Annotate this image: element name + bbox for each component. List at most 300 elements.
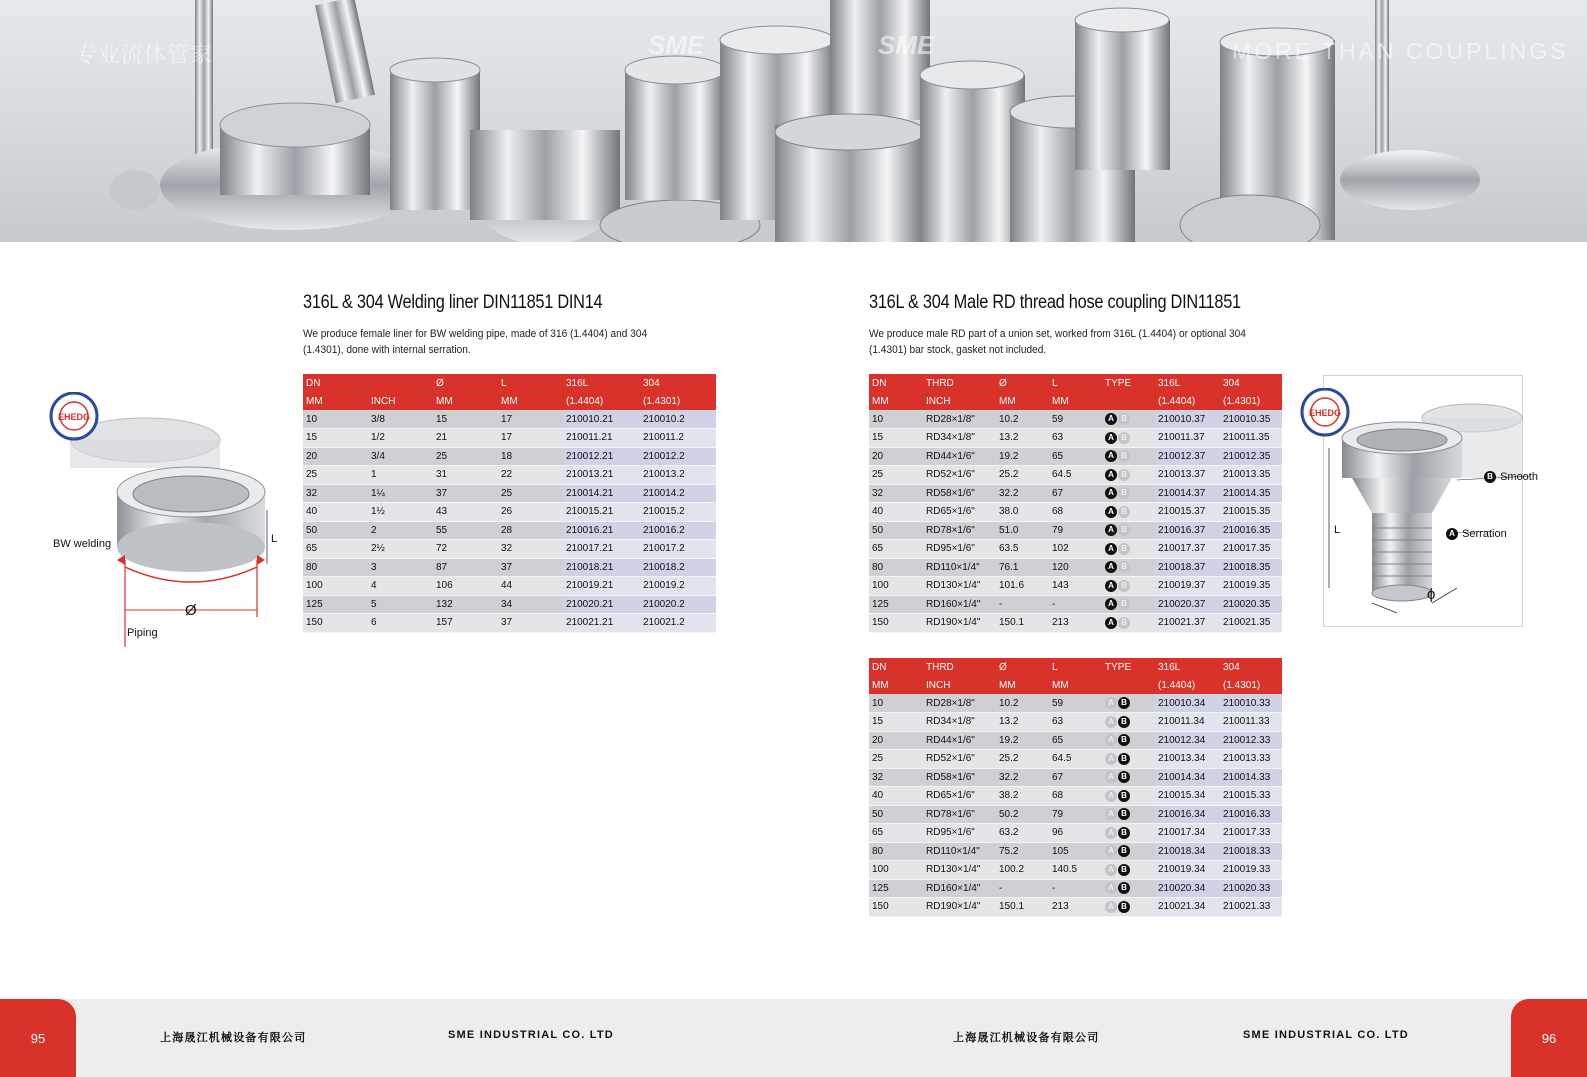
type-badge-inactive-icon: A xyxy=(1105,734,1117,746)
piping-label: Piping xyxy=(127,627,158,639)
table-row xyxy=(869,731,1282,750)
type-badge-active-icon: A xyxy=(1105,580,1117,592)
type-badge-active-icon: B xyxy=(1118,734,1130,746)
serration-text: Serration xyxy=(1462,528,1507,540)
type-cell xyxy=(1102,595,1155,614)
smooth-label xyxy=(1484,471,1538,483)
table-cell: 102 xyxy=(1049,540,1102,559)
type-cell xyxy=(1102,713,1155,732)
type-badge-active-icon: B xyxy=(1118,845,1130,857)
table-cell: 210011.33 xyxy=(1220,713,1282,732)
table-cell: 44 xyxy=(498,577,563,596)
type-cell xyxy=(1102,447,1155,466)
table-cell: 210011.35 xyxy=(1220,429,1282,448)
type-badge-active-icon: A xyxy=(1105,561,1117,573)
col-header: DN xyxy=(869,374,923,392)
table-cell: 80 xyxy=(869,558,923,577)
table-row xyxy=(303,447,716,466)
type-cell xyxy=(1102,805,1155,824)
table-cell: 17 xyxy=(498,410,563,429)
type-badge-inactive-icon: A xyxy=(1105,716,1117,728)
col-header: L xyxy=(1049,658,1102,676)
type-cell xyxy=(1102,503,1155,522)
type-badge-inactive-icon: B xyxy=(1118,543,1130,555)
type-badge-active-icon: B xyxy=(1118,697,1130,709)
table-row xyxy=(869,521,1282,540)
table-cell: RD58×1/6" xyxy=(923,484,996,503)
table-cell: 210014.2 xyxy=(640,484,716,503)
table-cell: 67 xyxy=(1049,484,1102,503)
table-cell: 3 xyxy=(368,558,433,577)
table-cell: 210013.33 xyxy=(1220,750,1282,769)
table-cell: 17 xyxy=(498,429,563,448)
table-cell: 79 xyxy=(1049,805,1102,824)
table-cell: 210019.21 xyxy=(563,577,640,596)
col-header-unit: MM xyxy=(1049,392,1102,410)
table-cell: 210011.37 xyxy=(1155,429,1220,448)
col-header-unit: (1.4301) xyxy=(1220,392,1282,410)
table-cell: 210013.21 xyxy=(563,466,640,485)
hose-coupling-table-smooth xyxy=(869,658,1282,917)
table-cell: RD28×1/8" xyxy=(923,410,996,429)
table-cell: 101.6 xyxy=(996,577,1049,596)
table-cell: 15 xyxy=(869,713,923,732)
table-row xyxy=(303,466,716,485)
table-cell: 13.2 xyxy=(996,429,1049,448)
table-header-row xyxy=(869,392,1282,410)
ehedg-cert-badge xyxy=(51,393,97,439)
length-label: L xyxy=(271,533,278,545)
table-cell: 65 xyxy=(1049,731,1102,750)
welding-liner-diagram xyxy=(45,392,285,654)
table-cell: RD34×1/8" xyxy=(923,429,996,448)
type-badge-inactive-icon: A xyxy=(1105,845,1117,857)
table-cell: 210014.34 xyxy=(1155,768,1220,787)
type-cell xyxy=(1102,577,1155,596)
page-number-right: 96 xyxy=(1511,999,1587,1077)
type-badge-active-icon: B xyxy=(1118,771,1130,783)
table-cell: 125 xyxy=(869,879,923,898)
section-title: 316L & 304 Male RD thread hose coupling DIN11851 xyxy=(869,292,1241,313)
col-header: DN xyxy=(869,658,923,676)
type-badge-active-icon: B xyxy=(1118,753,1130,765)
table-cell: 210010.33 xyxy=(1220,694,1282,713)
table-cell: 210016.21 xyxy=(563,521,640,540)
table-cell: 210020.35 xyxy=(1220,595,1282,614)
type-cell xyxy=(1102,750,1155,769)
table-cell: - xyxy=(1049,879,1102,898)
type-cell xyxy=(1102,861,1155,880)
section-description: We produce male RD part of a union set, worked from 316L (1.4404) or optional 304 (1.4301) bar stock, gasket not included. xyxy=(869,328,1246,356)
table-cell: 210017.37 xyxy=(1155,540,1220,559)
type-cell xyxy=(1102,768,1155,787)
table-cell: 210015.34 xyxy=(1155,787,1220,806)
table-row xyxy=(303,521,716,540)
type-cell xyxy=(1102,879,1155,898)
type-badge-active-icon: B xyxy=(1118,827,1130,839)
table-cell: 210011.21 xyxy=(563,429,640,448)
table-cell: RD110×1/4" xyxy=(923,558,996,577)
table-cell: 31 xyxy=(433,466,498,485)
type-cell xyxy=(1102,842,1155,861)
col-header: Ø xyxy=(996,658,1049,676)
table-cell: RD95×1/6" xyxy=(923,824,996,843)
table-cell: 43 xyxy=(433,503,498,522)
table-row xyxy=(869,614,1282,633)
col-header-unit: (1.4404) xyxy=(1155,676,1220,694)
table-cell: 32 xyxy=(498,540,563,559)
type-badge-inactive-icon: A xyxy=(1105,753,1117,765)
table-cell: 125 xyxy=(303,595,368,614)
table-cell: 210019.35 xyxy=(1220,577,1282,596)
table-cell: RD190×1/4" xyxy=(923,614,996,633)
smooth-text: Smooth xyxy=(1500,471,1538,483)
col-header-unit: MM xyxy=(303,392,368,410)
table-cell: 210018.35 xyxy=(1220,558,1282,577)
company-name-en: SME INDUSTRIAL CO. LTD xyxy=(1243,1029,1409,1041)
table-row xyxy=(303,503,716,522)
table-row xyxy=(869,595,1282,614)
table-cell: 125 xyxy=(869,595,923,614)
company-name-cn: 上海晟江机械设备有限公司 xyxy=(160,1032,307,1044)
table-cell: 150.1 xyxy=(996,614,1049,633)
table-cell: 10.2 xyxy=(996,694,1049,713)
col-header-unit: MM xyxy=(869,676,923,694)
type-badge-inactive-icon: B xyxy=(1118,506,1130,518)
table-cell: 210014.35 xyxy=(1220,484,1282,503)
table-cell: 50.2 xyxy=(996,805,1049,824)
table-cell: 63 xyxy=(1049,429,1102,448)
table-cell: 210021.21 xyxy=(563,614,640,633)
table-cell: 37 xyxy=(498,558,563,577)
table-cell: 210015.33 xyxy=(1220,787,1282,806)
table-row xyxy=(869,805,1282,824)
col-header-unit: INCH xyxy=(923,392,996,410)
table-cell: 210017.33 xyxy=(1220,824,1282,843)
table-row xyxy=(869,503,1282,522)
table-cell: 76.1 xyxy=(996,558,1049,577)
table-cell: 2 xyxy=(368,521,433,540)
table-cell: 210014.33 xyxy=(1220,768,1282,787)
type-badge-active-icon: A xyxy=(1105,432,1117,444)
type-badge-inactive-icon: A xyxy=(1105,771,1117,783)
table-cell: 210015.2 xyxy=(640,503,716,522)
table-cell: 2½ xyxy=(368,540,433,559)
type-badge-inactive-icon: B xyxy=(1118,598,1130,610)
table-cell: 3/8 xyxy=(368,410,433,429)
table-row xyxy=(869,466,1282,485)
table-cell: 210010.21 xyxy=(563,410,640,429)
col-header: 316L xyxy=(563,374,640,392)
table-row xyxy=(869,713,1282,732)
col-header-unit: MM xyxy=(498,392,563,410)
type-cell xyxy=(1102,540,1155,559)
table-cell: 157 xyxy=(433,614,498,633)
table-cell: 210019.37 xyxy=(1155,577,1220,596)
table-cell: 210021.34 xyxy=(1155,898,1220,917)
table-cell: 3/4 xyxy=(368,447,433,466)
type-cell xyxy=(1102,558,1155,577)
col-header: 316L xyxy=(1155,658,1220,676)
table-row xyxy=(303,484,716,503)
fittings-illustration xyxy=(0,0,1587,242)
table-cell: 50 xyxy=(869,521,923,540)
type-cell xyxy=(1102,731,1155,750)
cert-label: EHEDG xyxy=(57,412,91,422)
type-badge-inactive-icon: A xyxy=(1105,808,1117,820)
table-row xyxy=(303,429,716,448)
table-cell: 210010.34 xyxy=(1155,694,1220,713)
table-cell: 210019.2 xyxy=(640,577,716,596)
table-header-row xyxy=(303,392,716,410)
table-cell: 59 xyxy=(1049,410,1102,429)
table-cell: RD95×1/6" xyxy=(923,540,996,559)
col-header-unit: (1.4404) xyxy=(1155,392,1220,410)
table-row xyxy=(869,540,1282,559)
welding-liner-table xyxy=(303,374,716,633)
table-cell: RD130×1/4" xyxy=(923,861,996,880)
table-cell: 72 xyxy=(433,540,498,559)
type-cell xyxy=(1102,410,1155,429)
type-badge-inactive-icon: B xyxy=(1118,413,1130,425)
table-row xyxy=(303,558,716,577)
table-cell: 15 xyxy=(869,429,923,448)
table-cell: 210012.2 xyxy=(640,447,716,466)
table-cell: 25 xyxy=(433,447,498,466)
length-label: L xyxy=(1334,524,1341,536)
table-cell: 143 xyxy=(1049,577,1102,596)
table-cell: 210021.33 xyxy=(1220,898,1282,917)
table-row xyxy=(869,879,1282,898)
table-cell: 210013.34 xyxy=(1155,750,1220,769)
badge-a-icon: A xyxy=(1446,528,1458,540)
table-cell: RD44×1/6" xyxy=(923,731,996,750)
table-row xyxy=(869,787,1282,806)
banner-slogan-en: MORE THAN COUPLINGS xyxy=(1232,38,1569,64)
table-cell: - xyxy=(996,595,1049,614)
type-badge-active-icon: A xyxy=(1105,506,1117,518)
diameter-label: ϕ xyxy=(1427,586,1436,603)
table-row xyxy=(869,410,1282,429)
table-cell: 210012.33 xyxy=(1220,731,1282,750)
table-cell: 4 xyxy=(368,577,433,596)
table-cell: 34 xyxy=(498,595,563,614)
table-cell: 50 xyxy=(303,521,368,540)
table-row xyxy=(869,898,1282,917)
hose-coupling-table-serration xyxy=(869,374,1282,633)
type-badge-inactive-icon: B xyxy=(1118,469,1130,481)
diameter-label: Ø xyxy=(185,602,197,619)
table-row xyxy=(303,614,716,633)
table-cell: 65 xyxy=(303,540,368,559)
table-cell: 100.2 xyxy=(996,861,1049,880)
table-row xyxy=(869,694,1282,713)
table-cell: 28 xyxy=(498,521,563,540)
table-cell: 20 xyxy=(303,447,368,466)
table-cell: RD65×1/6" xyxy=(923,503,996,522)
type-badge-active-icon: A xyxy=(1105,413,1117,425)
table-cell: 210017.2 xyxy=(640,540,716,559)
type-badge-active-icon: A xyxy=(1105,617,1117,629)
table-cell: RD52×1/6" xyxy=(923,750,996,769)
table-cell: 40 xyxy=(869,503,923,522)
table-cell: 210014.21 xyxy=(563,484,640,503)
table-cell: 210020.37 xyxy=(1155,595,1220,614)
banner-logo-2: SME xyxy=(878,30,935,60)
table-cell: 37 xyxy=(498,614,563,633)
col-header: DN xyxy=(303,374,368,392)
table-cell: 15 xyxy=(303,429,368,448)
type-badge-active-icon: B xyxy=(1118,901,1130,913)
table-cell: 210016.34 xyxy=(1155,805,1220,824)
table-cell: 210020.33 xyxy=(1220,879,1282,898)
type-cell xyxy=(1102,521,1155,540)
table-cell: 20 xyxy=(869,447,923,466)
table-cell: 210011.2 xyxy=(640,429,716,448)
table-cell: 210010.37 xyxy=(1155,410,1220,429)
company-name-cn: 上海晟江机械设备有限公司 xyxy=(953,1032,1100,1044)
table-cell: 106 xyxy=(433,577,498,596)
table-cell: 32 xyxy=(303,484,368,503)
table-cell: 210016.35 xyxy=(1220,521,1282,540)
table-cell: 150 xyxy=(869,614,923,633)
table-cell: 210018.37 xyxy=(1155,558,1220,577)
table-cell: 10.2 xyxy=(996,410,1049,429)
table-cell: 10 xyxy=(869,410,923,429)
col-header: 304 xyxy=(1220,658,1282,676)
table-cell: 64.5 xyxy=(1049,466,1102,485)
table-cell: 65 xyxy=(869,540,923,559)
table-cell: 210013.2 xyxy=(640,466,716,485)
col-header: 316L xyxy=(1155,374,1220,392)
table-cell: 210013.35 xyxy=(1220,466,1282,485)
welding-liner-section xyxy=(303,292,723,358)
table-cell: 38.2 xyxy=(996,787,1049,806)
table-cell: 59 xyxy=(1049,694,1102,713)
table-cell: 210019.34 xyxy=(1155,861,1220,880)
col-header: L xyxy=(1049,374,1102,392)
table-cell: 67 xyxy=(1049,768,1102,787)
table-cell: 210017.21 xyxy=(563,540,640,559)
table-cell: RD52×1/6" xyxy=(923,466,996,485)
table-cell: 210015.35 xyxy=(1220,503,1282,522)
col-header-unit: MM xyxy=(869,392,923,410)
table-cell: 68 xyxy=(1049,503,1102,522)
table-cell: 26 xyxy=(498,503,563,522)
table-cell: 38.0 xyxy=(996,503,1049,522)
table-cell: RD65×1/6" xyxy=(923,787,996,806)
table-cell: 210015.37 xyxy=(1155,503,1220,522)
table-cell: RD190×1/4" xyxy=(923,898,996,917)
table-cell: 210012.37 xyxy=(1155,447,1220,466)
table-row xyxy=(869,750,1282,769)
table-cell: 6 xyxy=(368,614,433,633)
col-header-unit: (1.4404) xyxy=(563,392,640,410)
table-cell: RD34×1/8" xyxy=(923,713,996,732)
col-header: L xyxy=(498,374,563,392)
table-cell: 37 xyxy=(433,484,498,503)
table-row xyxy=(869,447,1282,466)
table-cell: 210016.33 xyxy=(1220,805,1282,824)
table-cell: 25 xyxy=(498,484,563,503)
type-badge-active-icon: A xyxy=(1105,543,1117,555)
table-cell: 65 xyxy=(869,824,923,843)
table-header-row xyxy=(869,676,1282,694)
table-cell: 210018.34 xyxy=(1155,842,1220,861)
col-header-unit: MM xyxy=(996,392,1049,410)
table-row xyxy=(869,824,1282,843)
type-badge-active-icon: A xyxy=(1105,598,1117,610)
table-cell: 1½ xyxy=(368,503,433,522)
table-row xyxy=(869,558,1282,577)
table-cell: 140.5 xyxy=(1049,861,1102,880)
serration-label xyxy=(1446,528,1507,540)
table-row xyxy=(303,410,716,429)
col-header-unit: MM xyxy=(1049,676,1102,694)
type-badge-inactive-icon: A xyxy=(1105,790,1117,802)
table-cell: 19.2 xyxy=(996,447,1049,466)
table-cell: 51.0 xyxy=(996,521,1049,540)
type-badge-active-icon: B xyxy=(1118,864,1130,876)
table-cell: 50 xyxy=(869,805,923,824)
hose-coupling-diagram xyxy=(1297,388,1537,638)
table-cell: RD58×1/6" xyxy=(923,768,996,787)
table-cell: 150 xyxy=(869,898,923,917)
table-cell: 25.2 xyxy=(996,750,1049,769)
table-cell: 1/2 xyxy=(368,429,433,448)
col-header-unit: (1.4301) xyxy=(640,392,716,410)
table-cell: 19.2 xyxy=(996,731,1049,750)
banner-logo-1: SME xyxy=(648,30,705,60)
table-cell: RD160×1/4" xyxy=(923,879,996,898)
table-cell: 25.2 xyxy=(996,466,1049,485)
table-cell: 25 xyxy=(869,466,923,485)
type-cell xyxy=(1102,429,1155,448)
table-cell: 210010.2 xyxy=(640,410,716,429)
table-cell: 63.5 xyxy=(996,540,1049,559)
table-row xyxy=(869,484,1282,503)
type-badge-inactive-icon: B xyxy=(1118,450,1130,462)
table-cell: RD44×1/6" xyxy=(923,447,996,466)
type-badge-inactive-icon: B xyxy=(1118,487,1130,499)
type-cell xyxy=(1102,614,1155,633)
table-cell: 210011.34 xyxy=(1155,713,1220,732)
table-cell: RD28×1/8" xyxy=(923,694,996,713)
table-cell: 75.2 xyxy=(996,842,1049,861)
type-badge-inactive-icon: B xyxy=(1118,432,1130,444)
table-cell: 79 xyxy=(1049,521,1102,540)
type-cell xyxy=(1102,466,1155,485)
cert-label: EHEDG xyxy=(1308,408,1342,418)
table-row xyxy=(869,768,1282,787)
type-badge-active-icon: B xyxy=(1118,808,1130,820)
table-header-row xyxy=(869,374,1282,392)
table-cell: 210012.35 xyxy=(1220,447,1282,466)
col-header-unit: INCH xyxy=(368,392,433,410)
type-badge-active-icon: A xyxy=(1105,487,1117,499)
table-row xyxy=(303,540,716,559)
table-cell: 10 xyxy=(869,694,923,713)
table-cell: 80 xyxy=(303,558,368,577)
col-header-unit: INCH xyxy=(923,676,996,694)
table-cell: 100 xyxy=(869,577,923,596)
page-footer xyxy=(0,999,1587,1077)
table-header-row xyxy=(869,658,1282,676)
table-cell: 210021.2 xyxy=(640,614,716,633)
table-cell: 210019.33 xyxy=(1220,861,1282,880)
col-header-unit: (1.4301) xyxy=(1220,676,1282,694)
table-cell: 32 xyxy=(869,484,923,503)
